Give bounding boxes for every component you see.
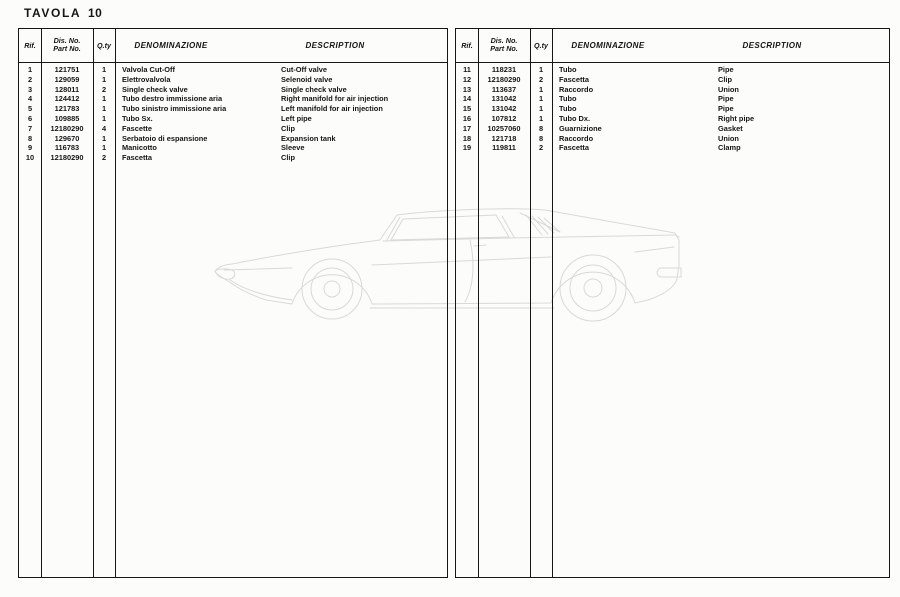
- cell-rif: 4: [27, 94, 33, 104]
- cell-part-number: 12180290: [487, 74, 521, 84]
- cell-rif: 2: [27, 74, 33, 84]
- page-title-label: TAVOLA: [24, 6, 82, 20]
- cell-denominazione: Fascette: [122, 123, 152, 133]
- cell-denominazione: Tubo: [559, 65, 577, 74]
- column-header-part-number: [41, 29, 93, 62]
- cell-description: Left pipe: [281, 113, 312, 123]
- cell-denominazione: Valvola Cut-Off: [122, 65, 175, 74]
- page-title: [24, 6, 103, 20]
- cell-qty: 2: [101, 153, 107, 163]
- page-title-number: 10: [88, 6, 103, 20]
- cell-qty: 4: [101, 123, 107, 133]
- cell-qty: 2: [538, 74, 544, 84]
- column-header-part-number: [478, 29, 530, 62]
- table-row: [19, 85, 447, 95]
- cell-part-number: 10257060: [487, 123, 521, 133]
- cell-rif: 10: [25, 153, 35, 163]
- cell-denominazione: Tubo sinistro immissione aria: [122, 104, 227, 114]
- cell-rif: 12: [462, 74, 472, 84]
- cell-denominazione: Tubo Sx.: [122, 113, 153, 123]
- table-header-row: [456, 29, 889, 63]
- cell-denominazione: Single check valve: [122, 84, 188, 94]
- cell-qty: 2: [538, 143, 544, 153]
- table-row: [19, 114, 447, 124]
- table-row: [19, 65, 447, 75]
- cell-part-number: 107812: [491, 113, 517, 123]
- cell-part-number: 118231: [491, 65, 517, 74]
- cell-part-number: 12180290: [50, 153, 84, 163]
- cell-description: Union: [718, 133, 739, 143]
- cell-rif: 9: [27, 143, 33, 153]
- parts-table-left: [18, 28, 448, 578]
- column-header-description: DESCRIPTION: [742, 40, 802, 50]
- cell-rif: 17: [462, 123, 472, 133]
- table-row: [456, 75, 889, 85]
- cell-part-number: 124412: [54, 94, 80, 104]
- cell-rif: 18: [462, 133, 472, 143]
- cell-description: Left manifold for air injection: [281, 104, 383, 114]
- cell-part-number: 129670: [54, 133, 80, 143]
- cell-denominazione: Serbatoio di espansione: [122, 133, 208, 143]
- cell-description: Pipe: [718, 65, 734, 74]
- cell-qty: 1: [101, 94, 107, 104]
- column-header-dis-no: Dis. No.: [53, 35, 81, 45]
- column-header-part-no: Part No.: [490, 44, 518, 54]
- cell-rif: 3: [27, 84, 33, 94]
- cell-part-number: 116783: [54, 143, 80, 153]
- parts-table-right: [455, 28, 890, 578]
- cell-qty: 1: [101, 113, 107, 123]
- cell-qty: 1: [101, 104, 107, 114]
- cell-qty: 2: [101, 84, 107, 94]
- cell-qty: 1: [538, 104, 544, 114]
- cell-qty: 1: [538, 84, 544, 94]
- cell-description: Right manifold for air injection: [281, 94, 389, 104]
- cell-part-number: 121751: [54, 65, 80, 74]
- cell-rif: 14: [462, 94, 472, 104]
- cell-rif: 15: [462, 104, 472, 114]
- cell-part-number: 12180290: [50, 123, 84, 133]
- cell-qty: 1: [538, 94, 544, 104]
- column-header-description: DESCRIPTION: [305, 40, 365, 50]
- column-header-part-no: Part No.: [53, 44, 81, 54]
- column-header-rif: Rif.: [461, 40, 473, 50]
- cell-qty: 8: [538, 123, 544, 133]
- table-row: [19, 134, 447, 144]
- cell-description: Gasket: [718, 123, 743, 133]
- table-body: [19, 65, 447, 163]
- cell-rif: 1: [27, 65, 33, 74]
- cell-rif: 5: [27, 104, 33, 114]
- column-header-rif: Rif.: [24, 40, 36, 50]
- table-row: [456, 143, 889, 153]
- cell-description: Selenoid valve: [281, 74, 333, 84]
- table-row: [456, 94, 889, 104]
- table-row: [19, 153, 447, 163]
- cell-description: Union: [718, 84, 739, 94]
- cell-part-number: 131042: [491, 94, 517, 104]
- cell-qty: 1: [538, 113, 544, 123]
- cell-denominazione: Fascetta: [559, 74, 589, 84]
- table-row: [19, 124, 447, 134]
- cell-denominazione: Raccordo: [559, 133, 594, 143]
- cell-part-number: 113637: [491, 84, 517, 94]
- cell-description: Right pipe: [718, 113, 755, 123]
- cell-denominazione: Elettrovalvola: [122, 74, 171, 84]
- cell-description: Clip: [281, 153, 295, 163]
- table-row: [19, 143, 447, 153]
- cell-qty: 1: [101, 143, 107, 153]
- column-header-qty: Q.ty: [534, 40, 548, 50]
- table-body: [456, 65, 889, 153]
- table-row: [19, 75, 447, 85]
- cell-qty: 8: [538, 133, 544, 143]
- table-row: [456, 124, 889, 134]
- table-row: [456, 134, 889, 144]
- cell-denominazione: Tubo: [559, 104, 577, 114]
- column-header-qty: Q.ty: [97, 40, 111, 50]
- cell-rif: 13: [462, 84, 472, 94]
- column-header-denominazione: DENOMINAZIONE: [571, 40, 645, 50]
- cell-qty: 1: [538, 65, 544, 74]
- cell-denominazione: Guarnizione: [559, 123, 602, 133]
- cell-part-number: 131042: [491, 104, 517, 114]
- cell-denominazione: Fascetta: [559, 143, 589, 153]
- cell-denominazione: Fascetta: [122, 153, 152, 163]
- cell-description: Expansion tank: [281, 133, 336, 143]
- cell-description: Pipe: [718, 94, 734, 104]
- table-row: [456, 65, 889, 75]
- cell-qty: 1: [101, 74, 107, 84]
- cell-description: Pipe: [718, 104, 734, 114]
- cell-denominazione: Raccordo: [559, 84, 594, 94]
- cell-denominazione: Tubo: [559, 94, 577, 104]
- cell-part-number: 109885: [54, 113, 80, 123]
- cell-description: Single check valve: [281, 84, 347, 94]
- table-row: [456, 104, 889, 114]
- cell-description: Clip: [281, 123, 295, 133]
- cell-denominazione: Manicotto: [122, 143, 157, 153]
- table-row: [456, 85, 889, 95]
- cell-description: Clip: [718, 74, 732, 84]
- cell-rif: 16: [462, 113, 472, 123]
- cell-description: Sleeve: [281, 143, 305, 153]
- table-row: [19, 104, 447, 114]
- cell-qty: 1: [101, 65, 107, 74]
- cell-rif: 6: [27, 113, 33, 123]
- cell-description: Cut-Off valve: [281, 65, 327, 74]
- cell-part-number: 128011: [54, 84, 80, 94]
- cell-part-number: 121783: [54, 104, 80, 114]
- cell-qty: 1: [101, 133, 107, 143]
- table-row: [456, 114, 889, 124]
- cell-rif: 8: [27, 133, 33, 143]
- column-header-denominazione: DENOMINAZIONE: [134, 40, 208, 50]
- cell-rif: 19: [462, 143, 472, 153]
- cell-part-number: 121718: [491, 133, 517, 143]
- table-row: [19, 94, 447, 104]
- cell-rif: 11: [463, 65, 471, 74]
- cell-denominazione: Tubo Dx.: [559, 113, 591, 123]
- cell-part-number: 119811: [492, 143, 516, 153]
- cell-rif: 7: [27, 123, 33, 133]
- column-header-dis-no: Dis. No.: [490, 35, 518, 45]
- table-header-row: [19, 29, 447, 63]
- cell-denominazione: Tubo destro immissione aria: [122, 94, 223, 104]
- cell-part-number: 129059: [54, 74, 80, 84]
- cell-description: Clamp: [718, 143, 741, 153]
